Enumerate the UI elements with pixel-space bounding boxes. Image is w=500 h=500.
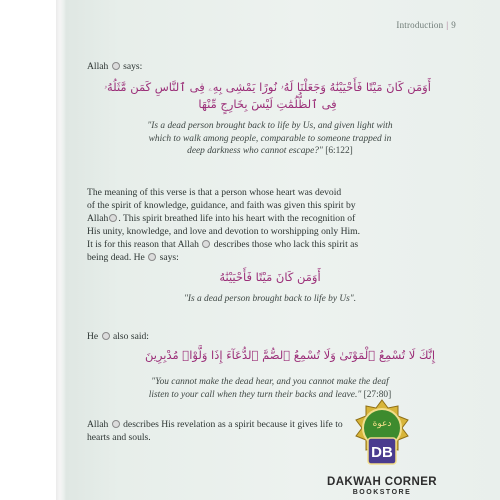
honorific-icon (109, 214, 117, 222)
quote-1-line: "Is a dead person brought back to life by Us, and given light with (147, 121, 393, 131)
paragraph-line: His unity, knowledge, and love and devotion to worshipping only Him. (87, 226, 361, 237)
bookstore-badge-icon (302, 398, 462, 478)
paragraph-text: It is for this reason that Allah (87, 239, 199, 250)
paragraph-text: being dead. He (87, 252, 145, 263)
arabic-verse-1: أَوَمَن كَانَ مَيْتًا فَأَحْيَيْنَٰهُ وَجَعَلْنَا لَهُۥ نُورًا يَمْشِى بِهِۦ فِى ٱلنَّاسِ كَمَن مَّثَلُهُۥ فِى ٱلظُّلُمَٰتِ لَيْسَ بِخَارِجٍ مِّنْهَا (104, 80, 431, 111)
intro-verb: says: (120, 61, 143, 72)
verse-reference-3: [27:80] (363, 389, 392, 400)
quote-3-line: "You cannot make the dead hear, and you cannot make the deaf (151, 377, 389, 387)
arabic-verse-2: أَوَمَن كَانَ مَيْتًا فَأَحْيَيْنَٰهُ (219, 270, 321, 284)
honorific-icon (102, 332, 110, 340)
page-number: 9 (451, 20, 456, 30)
paragraph-text: He (87, 331, 99, 342)
honorific-icon (112, 420, 120, 428)
explanation-paragraph (87, 186, 447, 264)
paragraph-line: of the spirit of knowledge, guidance, and faith was given this spirit by (87, 200, 356, 211)
paragraph-text: describes His revelation as a spirit because it gives life to (120, 419, 343, 430)
running-head (396, 20, 456, 30)
paragraph-text: also said: (110, 331, 149, 342)
honorific-icon (148, 253, 156, 261)
bookstore-watermark-logo (302, 398, 452, 498)
paragraph-text: Allah (87, 213, 109, 224)
quote-3-line: listen to your call when they turn their backs and leave." [27:80] (148, 389, 392, 400)
intro-line (87, 60, 447, 73)
translation-quote-2: "Is a dead person brought back to life by Us". (183, 294, 357, 304)
paragraph-line: The meaning of this verse is that a person whose heart was devoid (87, 187, 342, 198)
paragraph-text: says: (157, 252, 179, 263)
badge-initials: DB (371, 444, 393, 461)
paragraph-text: Allah (87, 419, 109, 430)
also-said-line (87, 330, 447, 343)
honorific-icon (202, 240, 210, 248)
translation-quote-1 (100, 120, 440, 158)
paragraph-text: describes those who lack this spirit as (211, 239, 359, 250)
verse-reference-1: [6:122] (325, 146, 353, 156)
watermark-sub: BOOKSTORE (352, 489, 412, 496)
intro-speaker: Allah (87, 61, 109, 72)
paragraph-line: hearts and souls. (87, 432, 151, 443)
arabic-verse-3: إِنَّكَ لَا تُسْمِعُ ٱلْمَوْتَىٰ وَلَا تُسْمِعُ ٱلصُّمَّ ٱلدُّعَآءَ إِذَا وَلَّوْا۟ مُدْبِرِينَ (144, 348, 436, 362)
running-head-section: Introduction (396, 20, 444, 30)
honorific-icon (112, 62, 120, 70)
quote-1-line: which to walk among people, comparable to someone trapped in (148, 133, 392, 144)
running-head-separator: | (446, 20, 449, 30)
badge-arabic-lettering: دعوة (372, 419, 392, 429)
paragraph-text: . This spirit breathed life into his heart with the recognition of (118, 213, 356, 224)
watermark-name: DAKWAH CORNER (327, 476, 437, 488)
page-gutter-shadow (56, 0, 64, 500)
quote-1-line: deep darkness who cannot escape?" [6:122] (187, 146, 353, 156)
